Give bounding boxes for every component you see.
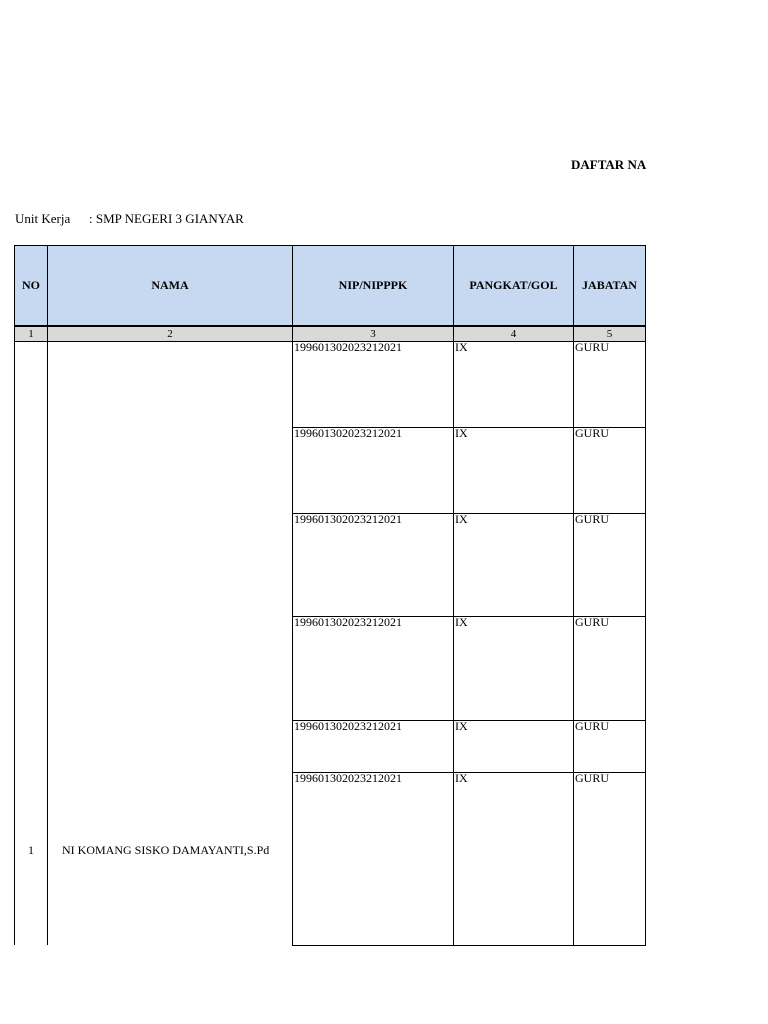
- table-row-5-jabatan: GURU: [573, 720, 646, 773]
- table-row-5-nip: 199601302023212021: [292, 720, 454, 773]
- column-number-4: 4: [453, 326, 574, 342]
- table-row-2-nip: 199601302023212021: [292, 427, 454, 514]
- unit-kerja: [15, 211, 244, 227]
- table-row-4-jabatan: GURU: [573, 616, 646, 721]
- unit-kerja-label: Unit Kerja: [15, 211, 71, 226]
- table-row-4-nip: 199601302023212021: [292, 616, 454, 721]
- no-column-left-border: [14, 341, 15, 945]
- table-row-4-gol: IX: [453, 616, 574, 721]
- document-title-text: DAFTAR NA: [571, 157, 646, 172]
- column-number-1: 1: [14, 326, 48, 342]
- table-row-3-jabatan: GURU: [573, 513, 646, 617]
- column-number-3: 3: [292, 326, 454, 342]
- table-row-3-gol: IX: [453, 513, 574, 617]
- table-row-6-jabatan: GURU: [573, 772, 646, 946]
- column-header-nama: NAMA: [47, 245, 293, 326]
- table-row-1-nip: 199601302023212021: [292, 341, 454, 428]
- unit-kerja-value: : SMP NEGERI 3 GIANYAR: [89, 211, 244, 226]
- document-title: [0, 157, 646, 177]
- record-no: 1: [28, 843, 34, 857]
- table-row-6-gol: IX: [453, 772, 574, 946]
- nama-column-left-border: [47, 341, 48, 945]
- column-header-pangkat: PANGKAT/GOL: [453, 245, 574, 326]
- table-row-3-nip: 199601302023212021: [292, 513, 454, 617]
- column-header-no: NO: [14, 245, 48, 326]
- column-header-jabatan: JABATAN: [573, 245, 646, 326]
- table-row-5-gol: IX: [453, 720, 574, 773]
- column-number-5: 5: [573, 326, 646, 342]
- record-nama: NI KOMANG SISKO DAMAYANTI,S.Pd: [62, 843, 270, 857]
- table-row-6-nip: 199601302023212021: [292, 772, 454, 946]
- table-row-2-gol: IX: [453, 427, 574, 514]
- table-row-1-jabatan: GURU: [573, 341, 646, 428]
- column-header-nip: NIP/NIPPPK: [292, 245, 454, 326]
- column-number-2: 2: [47, 326, 293, 342]
- table-row-2-jabatan: GURU: [573, 427, 646, 514]
- table-row-1-gol: IX: [453, 341, 574, 428]
